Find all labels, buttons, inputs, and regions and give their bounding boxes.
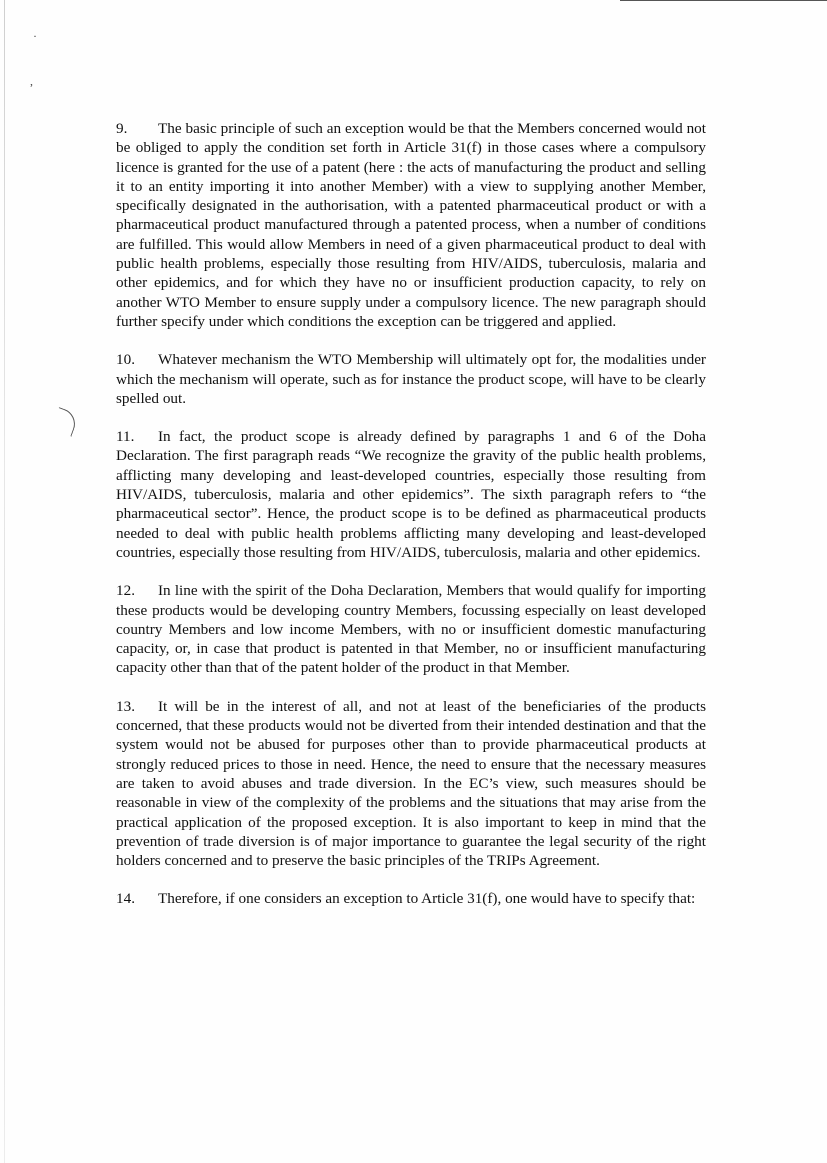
paragraph-11 [116, 427, 706, 562]
paragraph-text: In fact, the product scope is already defined by paragraphs 1 and 6 of the Doha Declaration. The first paragraph reads “We recognize the gravity of the public health problems, afflicting many developing and least-developed countries, especially those resulting from HIV/AIDS, tuberculosis, malaria and other epidemics”. The sixth paragraph refers to “the pharmaceutical sector”. Hence, the product scope is to be defined as pharmaceutical products needed to deal with public health problems afflicting many developing and least-developed countries, especially those resulting from HIV/AIDS, tuberculosis, malaria and other epidemics. [116, 428, 706, 561]
paragraph-text: Therefore, if one considers an exception to Article 31(f), one would have to specify that: [158, 890, 696, 908]
paragraph-text: It will be in the interest of all, and not at least of the beneficiaries of the products concerned, that these products would not be diverted from their intended destination and that the system would not be abused for purposes other than to provide pharmaceutical products at strongly reduced prices to those in need. Hence, the need to ensure that the necessary measures are taken to avoid abuses and trade diversion. In the EC’s view, such measures should be reasonable in view of the complexity of the problems and the situations that may arise from the practical application of the proposed exception. It is also important to keep in mind that the prevention of trade diversion is of major importance to guarantee the legal security of the right holders concerned and to preserve the basic principles of the TRIPs Agreement. [116, 697, 706, 870]
scan-top-rule [620, 0, 827, 1]
punch-hole-mark [51, 407, 80, 437]
paragraph-13 [116, 697, 706, 871]
paragraph-9 [116, 119, 706, 331]
scan-speck: · [33, 29, 37, 43]
paragraph-text: The basic principle of such an exception would be that the Members concerned would not be obliged to apply the condition set forth in Article 31(f) in those cases where a compulsory licence is granted for the use of a patent (here : the acts of manufacturing the product and selling it to an entity importing it into another Member) with a view to supplying another Member, specifically designated in the authorisation, with a patented pharmaceutical product or with a pharmaceutical product manufactured through a patented process, when a number of conditions are fulfilled. This would allow Members in need of a given pharmaceutical product to deal with public health problems, especially those resulting from HIV/AIDS, tuberculosis, malaria and other epidemics, and for which they have no or insufficient production capacity, to rely on another WTO Member to ensure supply under a compulsory licence. The new paragraph should further specify under which conditions the exception can be triggered and applied. [116, 120, 706, 330]
paragraph-number: 10. [116, 351, 135, 369]
paragraph-14 [116, 889, 706, 908]
paragraph-text: In line with the spirit of the Doha Declaration, Members that would qualify for importing these products would be developing country Members, focussing especially on least developed country Members and low income Members, with no or insufficient domestic manufacturing capacity, or, in case that product is patented in that Member, no or insufficient manufacturing capacity other than that of the patent holder of the product in that Member. [116, 582, 706, 677]
paragraph-text: Whatever mechanism the WTO Membership will ultimately opt for, the modalities under which the mechanism will operate, such as for instance the product scope, will have to be clearly spelled out. [116, 351, 706, 407]
scan-speck: , [30, 74, 33, 88]
paragraph-12 [116, 581, 706, 677]
paragraph-number: 13. [116, 697, 135, 715]
paragraph-number: 9. [116, 120, 128, 137]
paragraph-10 [116, 350, 706, 408]
paragraph-number: 14. [116, 890, 135, 908]
scan-left-edge [4, 0, 5, 1163]
paragraph-number: 11. [116, 428, 135, 446]
paragraph-number: 12. [116, 582, 135, 600]
document-body [116, 119, 706, 928]
